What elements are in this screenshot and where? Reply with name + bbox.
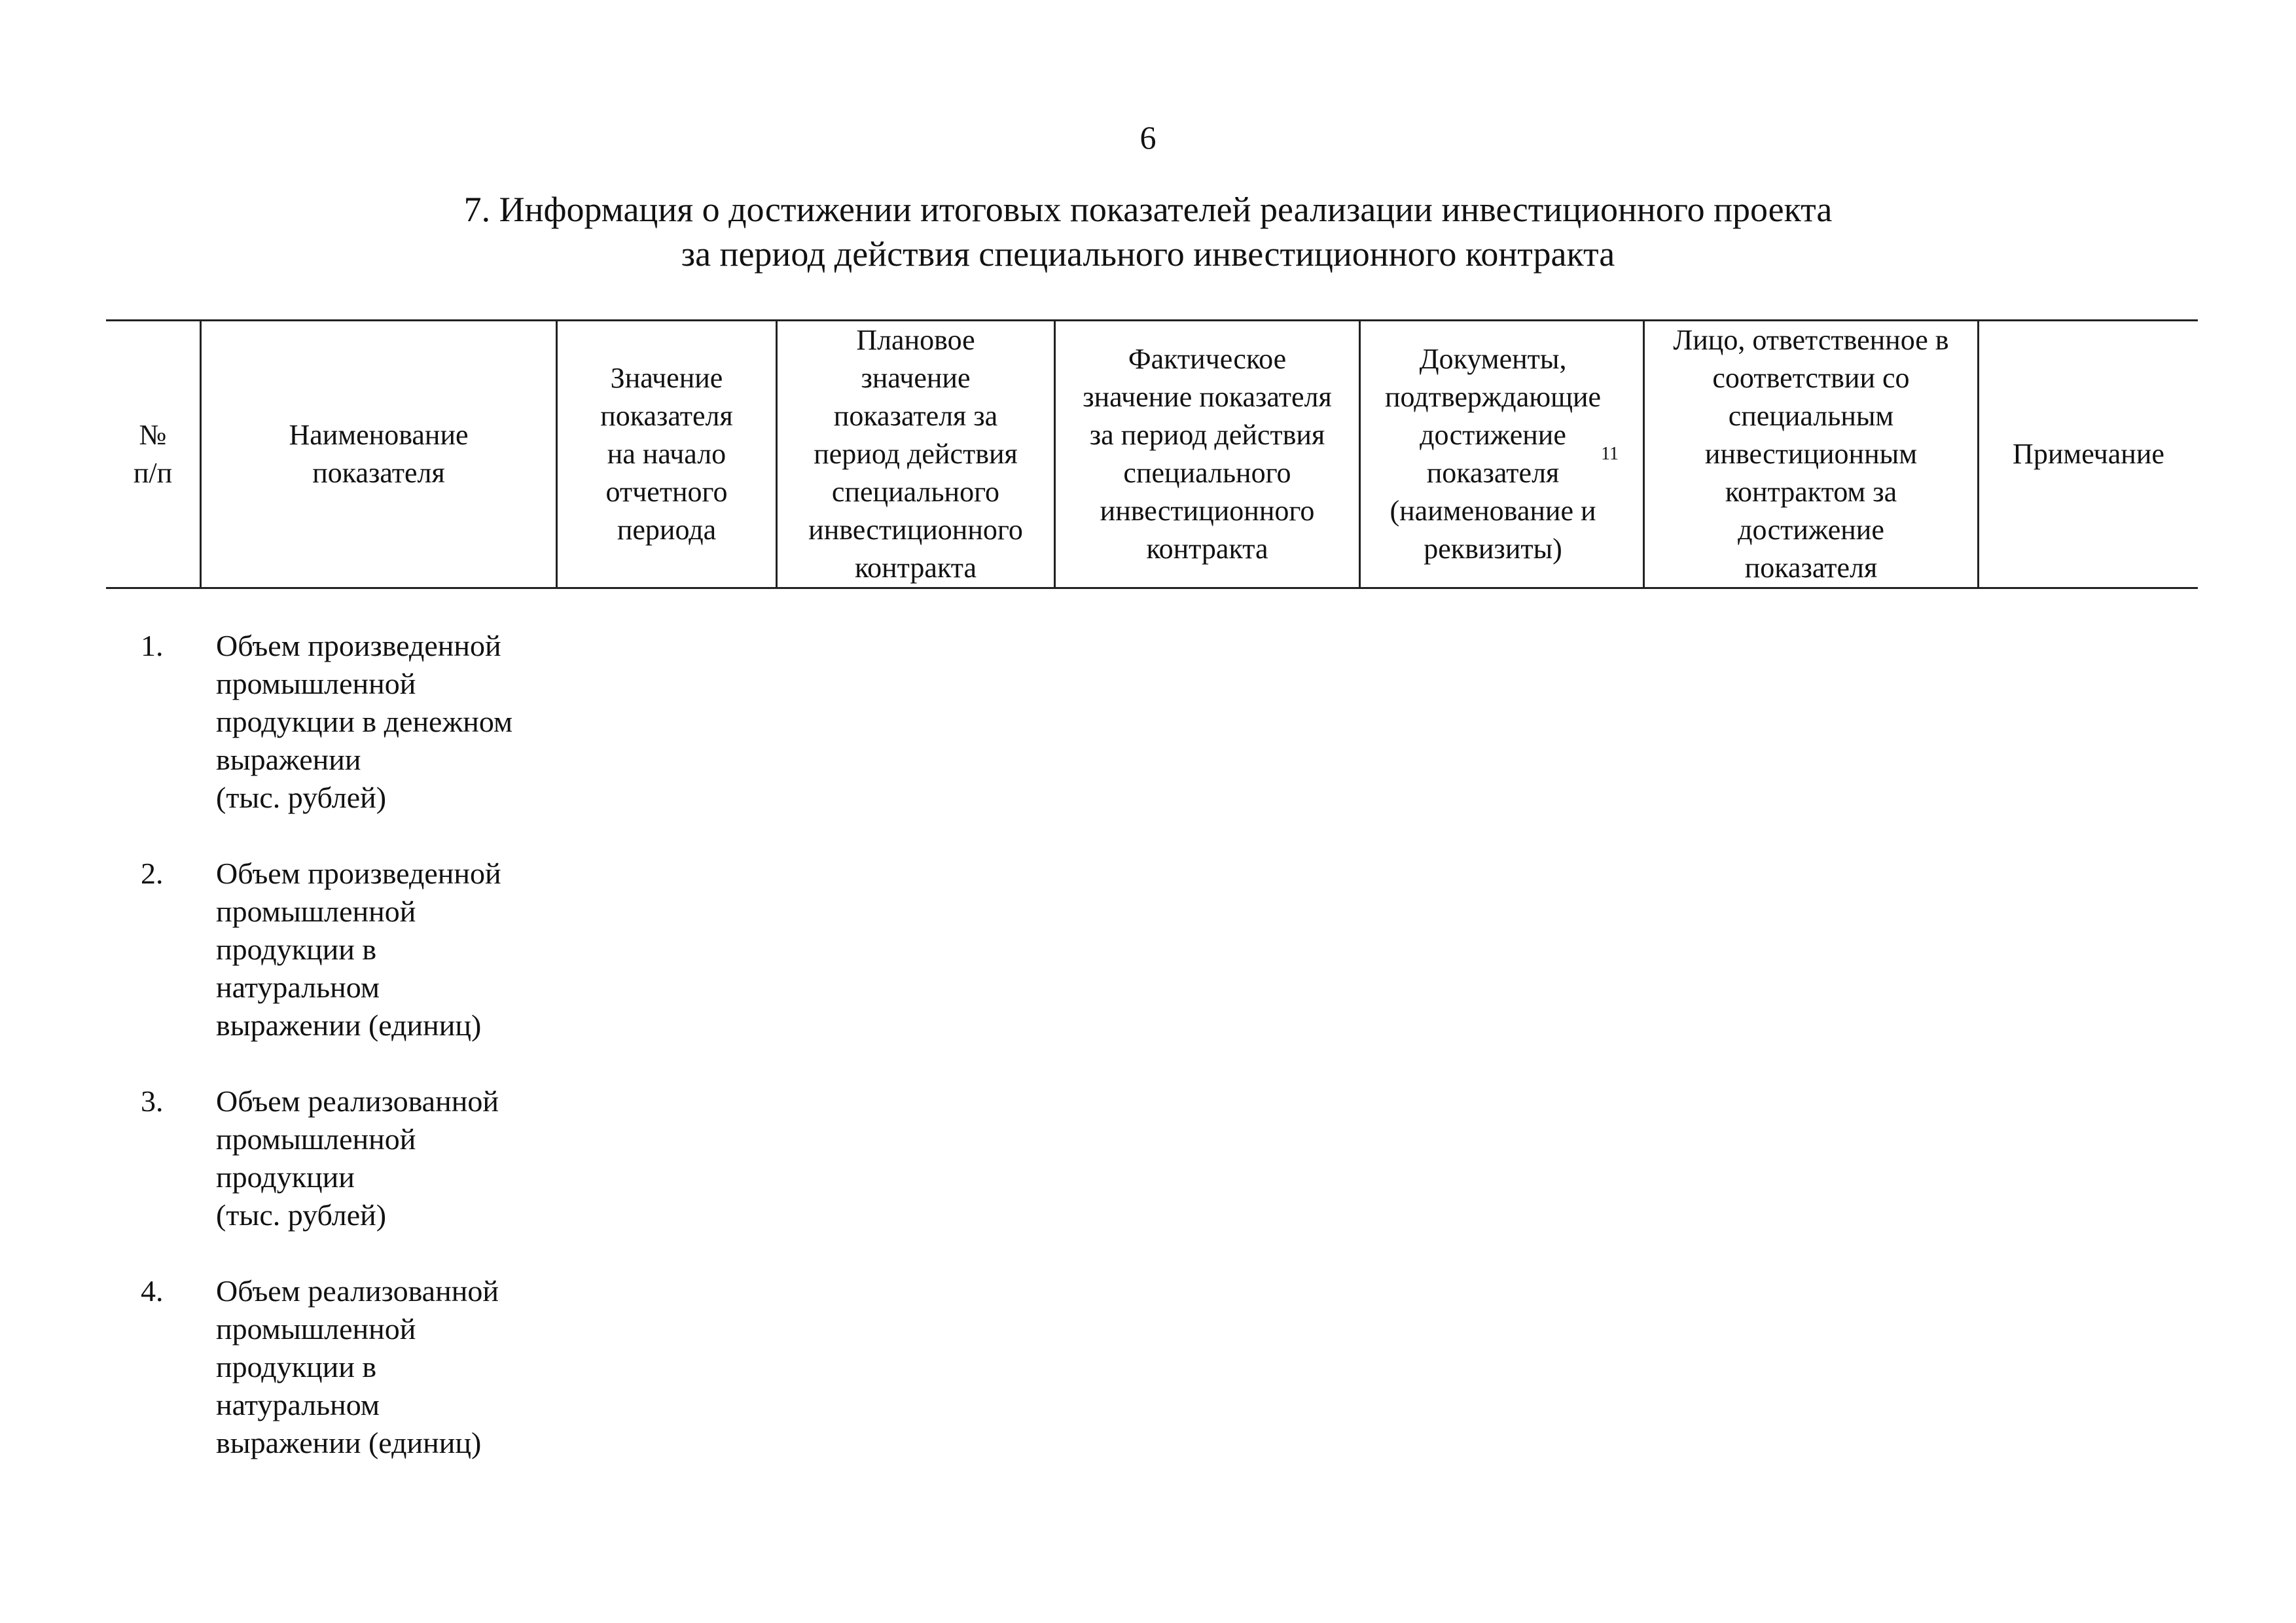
header-start-value: Значение показателя на начало отчетного периода	[558, 321, 778, 587]
header-indicator-name: Наименование показателя	[202, 321, 558, 587]
row-3-number: 3.	[141, 1084, 164, 1118]
row-1-number: 1.	[141, 629, 164, 662]
header-planned-value: Плановое значение показателя за период действия специального инвестиционного контракта	[778, 321, 1056, 587]
header-responsible-person: Лицо, ответственное в соответствии со специальным инвестиционным контрактом за достижение показателя	[1645, 321, 1979, 587]
header-documents-text: Документы, подтверждающие достижение показателя (наименование и реквизиты)	[1384, 343, 1602, 565]
row-2-name: Объем произведенной промышленной продукции в натуральном выражении (единиц)	[216, 857, 501, 1042]
row-4-number: 4.	[141, 1274, 164, 1308]
header-documents: Документы, подтверждающие достижение показателя (наименование и реквизиты) 11	[1361, 321, 1645, 587]
header-note: Примечание	[2013, 438, 2164, 470]
row-1-name: Объем произведенной промышленной продукции в денежном выражении (тыс. рублей)	[216, 629, 513, 814]
section-title-line-2: за период действия специального инвестиционного контракта	[681, 234, 1615, 274]
header-number: № п/п	[106, 321, 202, 587]
section-title	[0, 187, 2296, 276]
page-number: 6	[1139, 119, 1157, 156]
table-header	[106, 319, 2198, 589]
row-3-name: Объем реализованной промышленной продукции (тыс. рублей)	[216, 1084, 499, 1232]
row-4-name: Объем реализованной промышленной продукции в натуральном выражении (единиц)	[216, 1274, 499, 1459]
row-2-number: 2.	[141, 857, 164, 890]
header-actual-value: Фактическое значение показателя за период действия специального инвестиционного контракта	[1056, 321, 1361, 587]
section-title-line-1: 7. Информация о достижении итоговых показателей реализации инвестиционного проекта	[463, 190, 1833, 229]
